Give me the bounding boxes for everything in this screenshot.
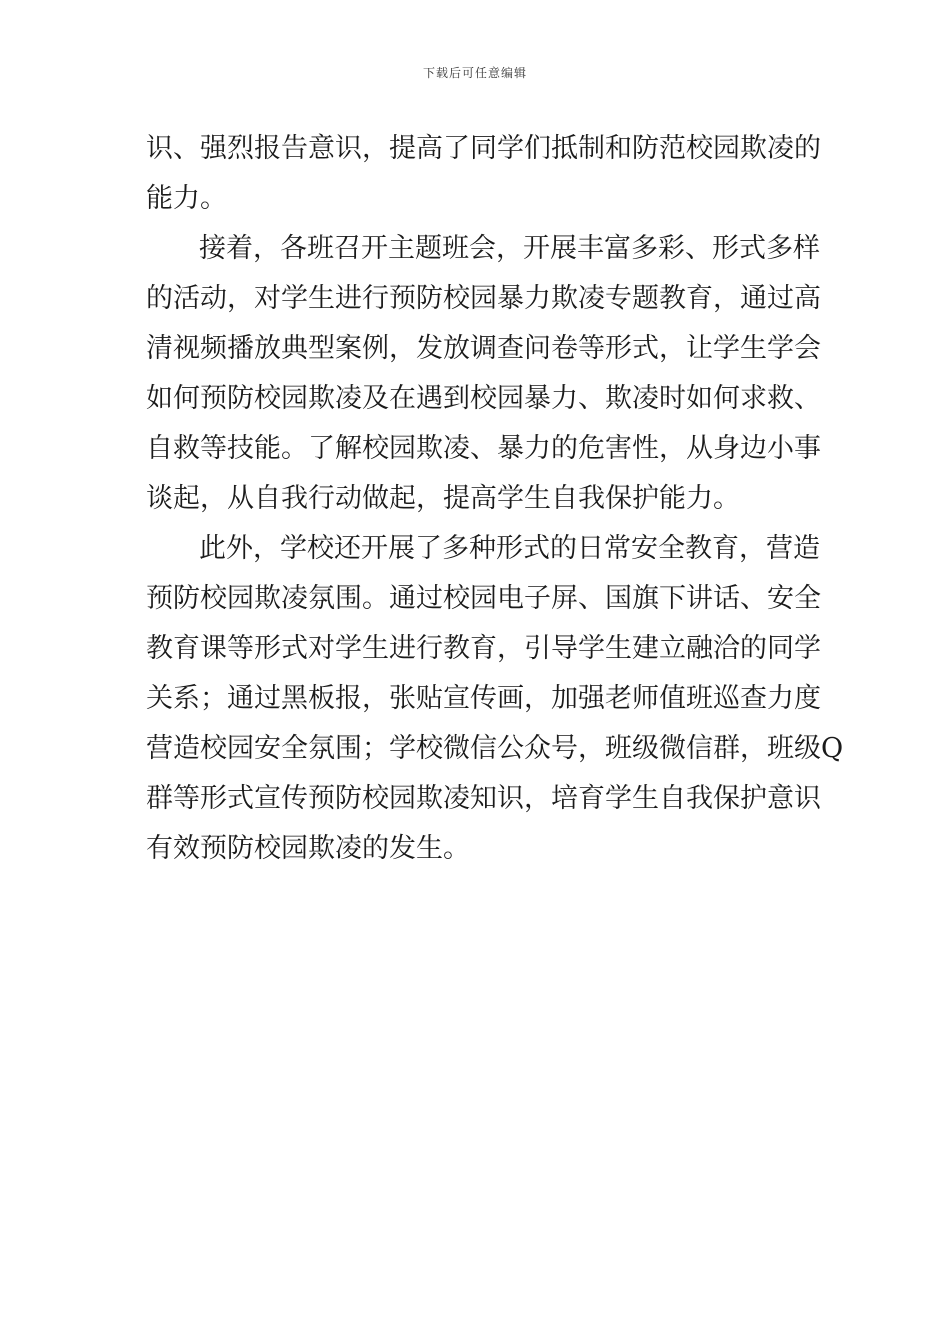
text-line: 能力。 (146, 183, 227, 214)
text-line: 清视频播放典型案例，发放调查问卷等形式，让学生学会 (146, 333, 821, 364)
text-line: 教育课等形式对学生进行教育，引导学生建立融洽的同学 (146, 633, 821, 664)
paragraph-2 (146, 224, 821, 524)
text-line: 有效预防校园欺凌的发生。 (146, 833, 470, 864)
text-line: 营造校园安全氛围；学校微信公众号，班级微信群，班级Q (146, 733, 844, 764)
paragraph-3 (146, 524, 844, 874)
text-line: 预防校园欺凌氛围。通过校园电子屏、国旗下讲话、安全 (146, 583, 821, 614)
text-line: 谈起，从自我行动做起，提高学生自我保护能力。 (146, 483, 740, 514)
text-line: 接着，各班召开主题班会，开展丰富多彩、形式多样 (199, 233, 820, 264)
text-line: 群等形式宣传预防校园欺凌知识，培育学生自我保护意识 (146, 783, 821, 814)
text-line: 自救等技能。了解校园欺凌、暴力的危害性，从身边小事 (146, 433, 821, 464)
page-header: 下载后可任意编辑 (422, 66, 527, 80)
text-line: 关系；通过黑板报，张贴宣传画，加强老师值班巡查力度 (146, 683, 821, 714)
document-body (146, 124, 844, 874)
text-line: 的活动，对学生进行预防校园暴力欺凌专题教育，通过高 (146, 283, 821, 314)
paragraph-1 (146, 124, 821, 224)
text-line: 此外，学校还开展了多种形式的日常安全教育，营造 (199, 533, 820, 564)
text-line: 识、强烈报告意识，提高了同学们抵制和防范校园欺凌的 (146, 133, 821, 164)
text-line: 如何预防校园欺凌及在遇到校园暴力、欺凌时如何求救、 (146, 383, 821, 414)
